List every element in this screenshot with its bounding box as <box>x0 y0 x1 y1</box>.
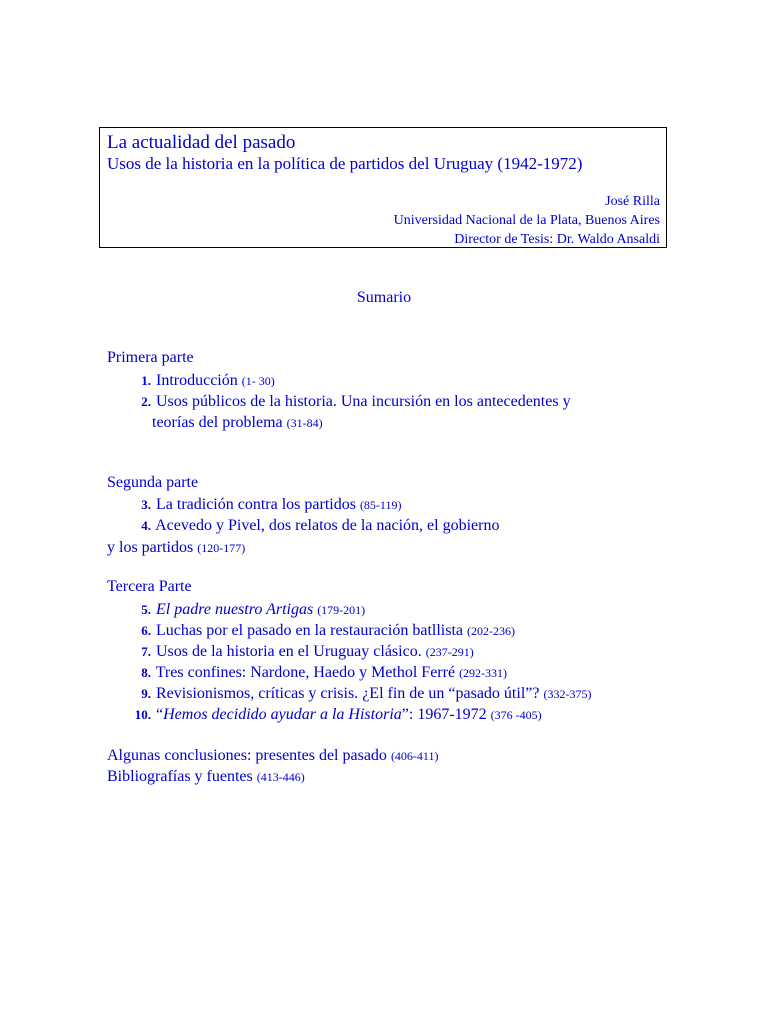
toc-number: 10. <box>134 707 151 722</box>
conclusions-entry <box>107 745 438 767</box>
author-block <box>394 192 660 249</box>
toc-number: 6. <box>141 623 151 638</box>
toc-pages: (31-84) <box>286 416 323 430</box>
document-title: La actualidad del pasado <box>107 132 296 153</box>
toc-pages: (237-291) <box>425 645 474 659</box>
part-heading-tercera: Tercera Parte <box>107 578 192 595</box>
conclusions-pages: (406-411) <box>390 749 439 763</box>
toc-item-5 <box>107 599 365 621</box>
toc-number: 4. <box>141 518 151 533</box>
toc-item-8 <box>107 662 507 684</box>
toc-pages: (179-201) <box>317 603 366 617</box>
toc-pages: (1- 30) <box>241 374 275 388</box>
part-heading-segunda: Segunda parte <box>107 474 199 491</box>
toc-number: 9. <box>141 686 151 701</box>
toc-title: Luchas por el pasado en la restauración batllista <box>156 622 463 639</box>
toc-pages: (120-177) <box>197 541 246 555</box>
toc-title: Usos públicos de la historia. Una incursión en los antecedentes y <box>156 393 571 410</box>
bibliography-pages: (413-446) <box>256 770 305 784</box>
toc-item-3 <box>107 494 401 516</box>
document-subtitle: Usos de la historia en la política de partidos del Uruguay (1942-1972) <box>107 154 583 173</box>
toc-item-4-continued <box>107 537 245 559</box>
toc-title: Tres confines: Nardone, Haedo y Methol Ferré <box>155 664 456 681</box>
toc-title: Acevedo y Pivel, dos relatos de la nación, el gobierno <box>155 517 500 534</box>
toc-item-10 <box>107 704 542 726</box>
title-box <box>99 127 667 248</box>
toc-item-2-continued <box>107 412 323 434</box>
toc-title-continued: y los partidos <box>107 539 194 556</box>
toc-number: 5. <box>141 602 151 617</box>
toc-item-7 <box>107 641 474 663</box>
toc-item-6 <box>107 620 515 642</box>
toc-title-italic: Hemos decidido ayudar a la Historia <box>163 706 402 723</box>
university-name: Universidad Nacional de la Plata, Buenos Aires <box>393 213 660 228</box>
bibliography-entry <box>107 766 305 788</box>
sumario-heading: Sumario <box>356 289 412 306</box>
toc-number: 3. <box>141 497 151 512</box>
toc-number: 1. <box>141 373 151 388</box>
toc-title-open-quote: “ <box>156 706 164 723</box>
part-heading-primera: Primera parte <box>107 349 194 366</box>
toc-title-close: ”: 1967-1972 <box>401 706 487 723</box>
toc-item-4 <box>107 515 499 536</box>
author-name: José Rilla <box>605 194 660 209</box>
conclusions-title: Algunas conclusiones: presentes del pasado <box>107 747 387 764</box>
toc-item-2 <box>107 391 571 412</box>
toc-number: 8. <box>141 665 151 680</box>
toc-item-1 <box>107 370 275 392</box>
toc-title-continued: teorías del problema <box>152 414 283 431</box>
thesis-director: Director de Tesis: Dr. Waldo Ansaldi <box>454 232 660 247</box>
toc-pages: (202-236) <box>467 624 515 638</box>
toc-number: 2. <box>141 394 151 409</box>
bibliography-title: Bibliografías y fuentes <box>107 768 253 785</box>
toc-pages: (85-119) <box>359 498 402 512</box>
toc-pages: (376 -405) <box>490 708 542 722</box>
toc-pages: (332-375) <box>543 687 592 701</box>
toc-title: El padre nuestro Artigas <box>156 601 314 618</box>
toc-item-9 <box>107 683 591 705</box>
toc-title: La tradición contra los partidos <box>156 496 356 513</box>
toc-title: Usos de la historia en el Uruguay clásico. <box>156 643 422 660</box>
toc-title: Revisionismos, críticas y crisis. ¿El fin de un “pasado útil”? <box>156 685 540 702</box>
toc-title: Introducción <box>156 372 238 389</box>
toc-pages: (292-331) <box>459 666 508 680</box>
toc-number: 7. <box>141 644 151 659</box>
